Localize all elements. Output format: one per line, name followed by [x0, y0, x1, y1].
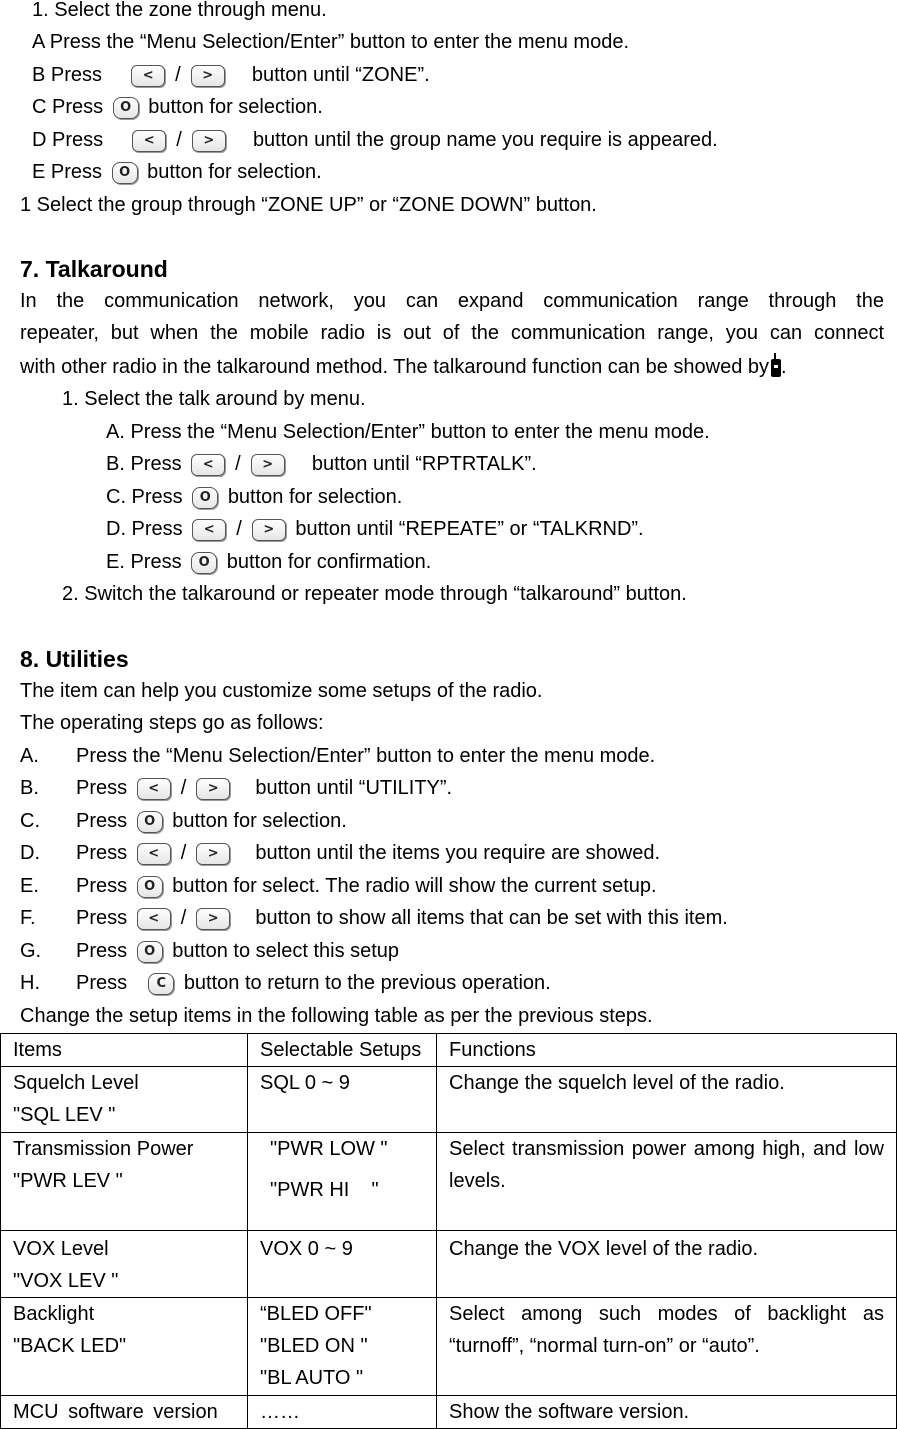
- right-arrow-key-icon: >: [196, 843, 230, 865]
- left-arrow-key-icon: <: [192, 519, 226, 541]
- talkaround-step-b: [106, 452, 537, 476]
- table-intro: Change the setup items in the following table as per the previous steps.: [20, 1005, 653, 1027]
- right-arrow-key-icon: >: [251, 454, 285, 476]
- talkaround-heading: 7. Talkaround: [20, 256, 168, 282]
- setup-cell: [248, 1396, 437, 1429]
- ok-key-icon: O: [191, 552, 217, 574]
- zone-e-suffix: button for selection.: [147, 161, 322, 183]
- slash-separator: /: [236, 518, 242, 540]
- talkaround-step-1: 1. Select the talk around by menu.: [62, 388, 366, 410]
- step-press: Press: [76, 842, 128, 864]
- zone-d-suffix: button until the group name you require is appeared.: [252, 129, 718, 151]
- left-arrow-key-icon: <: [137, 843, 171, 865]
- talkaround-d-prefix: D. Press: [106, 518, 183, 540]
- ok-key-icon: O: [137, 811, 163, 833]
- step-letter: C.: [20, 810, 40, 832]
- right-arrow-key-icon: >: [192, 130, 226, 152]
- talkaround-indicator-icon: [771, 359, 781, 377]
- utilities-step-a: [20, 744, 655, 768]
- table-row: [1, 1396, 897, 1429]
- zone-step-1: 1. Select the zone through menu.: [32, 0, 327, 21]
- setup-value: "PWR HI ": [270, 1179, 379, 1201]
- setup-value: “BLED OFF": [260, 1303, 372, 1325]
- talkaround-c-suffix: button for selection.: [227, 486, 403, 508]
- function-cell: Show the software version.: [437, 1396, 897, 1429]
- slash-separator: /: [175, 64, 181, 86]
- step-press: Press: [76, 972, 128, 994]
- ok-key-icon: O: [112, 162, 138, 184]
- step-text: button to return to the previous operation.: [183, 972, 551, 994]
- talkaround-e-prefix: E. Press: [106, 551, 182, 573]
- ok-key-icon: O: [137, 941, 163, 963]
- step-letter: E.: [20, 875, 39, 897]
- talkaround-c-prefix: C. Press: [106, 486, 183, 508]
- step-letter: D.: [20, 842, 40, 864]
- talkaround-step-2: 2. Switch the talkaround or repeater mode through “talkaround” button.: [62, 583, 687, 605]
- talkaround-d-suffix: button until “REPEATE” or “TALKRND”.: [295, 518, 644, 540]
- step-text: button for select. The radio will show the current setup.: [172, 875, 657, 897]
- talkaround-step-e: [106, 550, 431, 574]
- step-press: Press: [76, 875, 128, 897]
- utilities-intro-1: The item can help you customize some setups of the radio.: [20, 680, 543, 702]
- item-name: Squelch Level: [13, 1072, 139, 1094]
- talkaround-para-line-3: with other radio in the talkaround method. The talkaround function can be showed by .: [20, 356, 787, 378]
- step-press: Press: [76, 777, 128, 799]
- clear-key-icon: C: [148, 973, 174, 995]
- talkaround-para-line-2: repeater, but when the mobile radio is out of the communication range, you can connect: [20, 322, 884, 344]
- setup-cell: [248, 1231, 437, 1298]
- table-header-row: [1, 1034, 897, 1067]
- left-arrow-key-icon: <: [137, 778, 171, 800]
- talkaround-step-a: A. Press the “Menu Selection/Enter” button to enter the menu mode.: [106, 421, 710, 443]
- setup-value: ……: [260, 1401, 300, 1423]
- step-letter: H.: [20, 972, 40, 994]
- header-selectable-setups: Selectable Setups: [248, 1034, 437, 1067]
- utilities-step-b: [20, 776, 452, 800]
- step-text: button until the items you require are showed.: [255, 842, 661, 864]
- talkaround-b-suffix: button until “RPTRTALK”.: [311, 453, 537, 475]
- talkaround-b-prefix: B. Press: [106, 453, 182, 475]
- utilities-intro-2: The operating steps go as follows:: [20, 712, 324, 734]
- setup-value: SQL 0 ~ 9: [260, 1072, 350, 1094]
- left-arrow-key-icon: <: [131, 65, 165, 87]
- talkaround-step-d: [106, 517, 644, 541]
- slash-separator: /: [235, 453, 241, 475]
- setup-value: "BLED ON ": [260, 1335, 368, 1357]
- ok-key-icon: O: [113, 97, 139, 119]
- utilities-step-c: [20, 809, 347, 833]
- item-name: MCU software version: [13, 1401, 218, 1423]
- item-code: "VOX LEV ": [13, 1270, 119, 1292]
- item-cell: [1, 1133, 248, 1231]
- setup-value: "BL AUTO ": [260, 1367, 364, 1389]
- talkaround-para-line-3-text: with other radio in the talkaround method. The talkaround function can be showed by: [20, 356, 769, 378]
- item-code: "PWR LEV ": [13, 1170, 123, 1192]
- zone-c-prefix: C Press: [32, 96, 104, 118]
- zone-c-suffix: button for selection.: [148, 96, 323, 118]
- item-code: "SQL LEV ": [13, 1104, 116, 1126]
- talkaround-para-line-1: In the communication network, you can expand communication range through the: [20, 290, 884, 312]
- left-arrow-key-icon: <: [191, 454, 225, 476]
- item-name: Backlight: [13, 1303, 95, 1325]
- table-row: [1, 1231, 897, 1298]
- item-name: VOX Level: [13, 1238, 109, 1260]
- utilities-step-h: [20, 971, 551, 995]
- step-text: button for selection.: [172, 810, 347, 832]
- utilities-heading: 8. Utilities: [20, 646, 129, 672]
- zone-e-prefix: E Press: [32, 161, 103, 183]
- step-press: Press: [76, 907, 128, 929]
- ok-key-icon: O: [137, 876, 163, 898]
- table-row: [1, 1067, 897, 1133]
- step-press: Press: [76, 940, 128, 962]
- talkaround-e-suffix: button for confirmation.: [226, 551, 432, 573]
- right-arrow-key-icon: >: [196, 778, 230, 800]
- ok-key-icon: O: [192, 487, 218, 509]
- step-letter: F.: [20, 907, 36, 929]
- item-cell: [1, 1231, 248, 1298]
- step-text: Press the “Menu Selection/Enter” button to enter the menu mode.: [76, 745, 656, 767]
- zone-step-e: [32, 160, 322, 184]
- setup-cell: [248, 1067, 437, 1133]
- zone-b-prefix: B Press: [32, 64, 103, 86]
- utilities-step-e: [20, 874, 657, 898]
- talkaround-step-c: [106, 485, 402, 509]
- function-cell: Select transmission power among high, and low levels.: [437, 1133, 897, 1231]
- step-letter: B.: [20, 777, 39, 799]
- header-functions: Functions: [437, 1034, 897, 1067]
- function-cell: Change the squelch level of the radio.: [437, 1067, 897, 1133]
- function-cell: Change the VOX level of the radio.: [437, 1231, 897, 1298]
- zone-step-b: [32, 63, 430, 87]
- table-row: [1, 1133, 897, 1231]
- table-row: [1, 1298, 897, 1396]
- utilities-step-d: [20, 841, 660, 865]
- left-arrow-key-icon: <: [137, 908, 171, 930]
- right-arrow-key-icon: >: [196, 908, 230, 930]
- zone-step-c: [32, 95, 323, 119]
- utility-settings-table: [0, 1033, 897, 1429]
- setup-cell: [248, 1298, 437, 1396]
- slash-separator: /: [180, 777, 187, 799]
- item-code: "BACK LED": [13, 1335, 127, 1357]
- zone-b-suffix: button until “ZONE”.: [251, 64, 430, 86]
- item-cell: [1, 1298, 248, 1396]
- setup-value: VOX 0 ~ 9: [260, 1238, 353, 1260]
- step-letter: G.: [20, 940, 42, 962]
- zone-step-a: A Press the “Menu Selection/Enter” button to enter the menu mode.: [32, 31, 630, 53]
- slash-separator: /: [180, 842, 187, 864]
- step-text: button until “UTILITY”.: [255, 777, 453, 799]
- header-items: Items: [1, 1034, 248, 1067]
- step-press: Press: [76, 810, 128, 832]
- function-cell: Select among such modes of backlight as “turnoff”, “normal turn-on” or “auto”.: [437, 1298, 897, 1396]
- step-text: button to select this setup: [172, 940, 400, 962]
- utilities-step-f: [20, 906, 728, 930]
- setup-cell: [248, 1133, 437, 1231]
- item-cell: [1, 1067, 248, 1133]
- item-cell: [1, 1396, 248, 1429]
- step-text: button to show all items that can be set with this item.: [255, 907, 728, 929]
- zone-step-d: [32, 128, 718, 152]
- zone-d-prefix: D Press: [32, 129, 104, 151]
- left-arrow-key-icon: <: [132, 130, 166, 152]
- slash-separator: /: [180, 907, 187, 929]
- right-arrow-key-icon: >: [252, 519, 286, 541]
- utilities-step-g: [20, 939, 399, 963]
- item-name: Transmission Power: [13, 1138, 194, 1160]
- right-arrow-key-icon: >: [191, 65, 225, 87]
- slash-separator: /: [176, 129, 182, 151]
- setup-value: "PWR LOW ": [270, 1138, 388, 1160]
- zone-step-2: 1 Select the group through “ZONE UP” or “ZONE DOWN” button.: [20, 194, 597, 216]
- step-letter: A.: [20, 745, 39, 767]
